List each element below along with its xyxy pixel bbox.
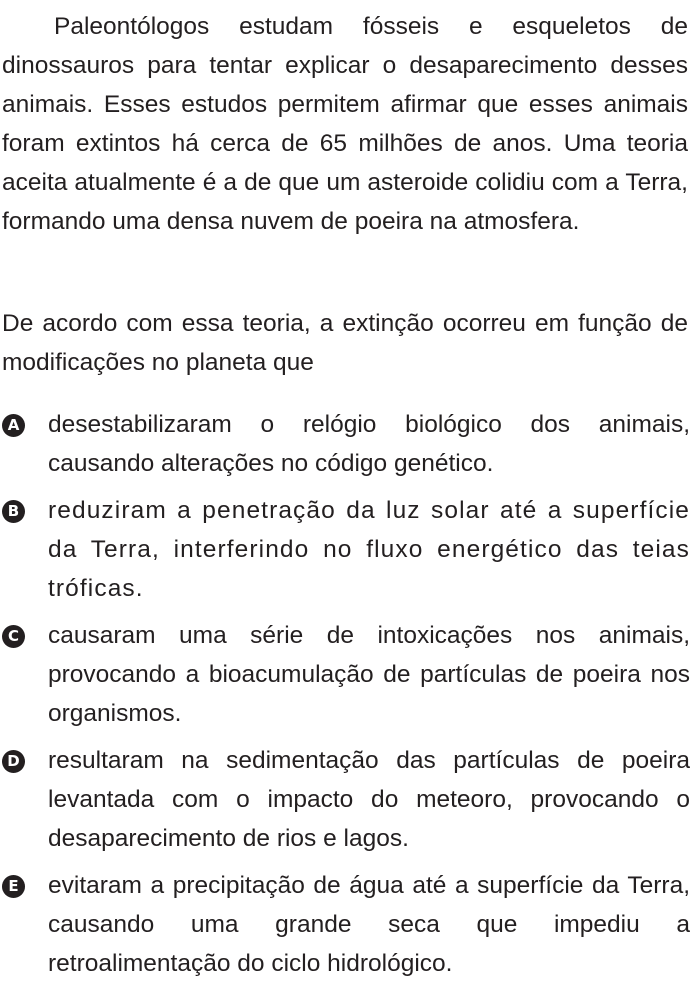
option-c[interactable] (0, 616, 690, 733)
answer-options (0, 405, 690, 991)
option-c-text: causaram uma série de intoxicações nos animais, provocando a bioacumulação de partículas de poeira nos organismos. (48, 622, 690, 727)
option-c-letter-badge: C (2, 625, 25, 648)
option-a[interactable] (0, 405, 690, 483)
option-b[interactable] (0, 491, 690, 608)
question-prompt: De acordo com essa teoria, a extinção ocorreu em função de modificações no planeta que (2, 310, 688, 376)
option-d-letter-badge: D (2, 750, 25, 773)
option-e[interactable] (0, 866, 690, 983)
option-a-letter-badge: A (2, 414, 25, 437)
option-d[interactable] (0, 741, 690, 858)
option-d-text: resultaram na sedimentação das partículas de poeira levantada com o impacto do meteoro, provocando o desaparecimento de rios e lagos. (48, 747, 690, 852)
option-e-letter-badge: E (2, 875, 25, 898)
option-e-text: evitaram a precipitação de água até a superfície da Terra, causando uma grande seca que impediu a retroalimentação do ciclo hidrológico. (48, 872, 690, 977)
option-b-letter-badge: B (2, 500, 25, 523)
question-passage: Paleontólogos estudam fósseis e esqueletos de dinossauros para tentar explicar o desaparecimento desses animais. Esses estudos permitem afirmar que esses animais foram extintos há cerca de 65 milhões de anos. Uma teoria aceita atualmente é a de que um asteroide colidiu com a Terra, formando uma densa nuvem de poeira na atmosfera. (2, 13, 688, 235)
option-b-text: reduziram a penetração da luz solar até a superfície da Terra, interferindo no fluxo energético das teias tróficas. (48, 497, 690, 602)
option-a-text: desestabilizaram o relógio biológico dos animais, causando alterações no código genético. (48, 411, 690, 477)
